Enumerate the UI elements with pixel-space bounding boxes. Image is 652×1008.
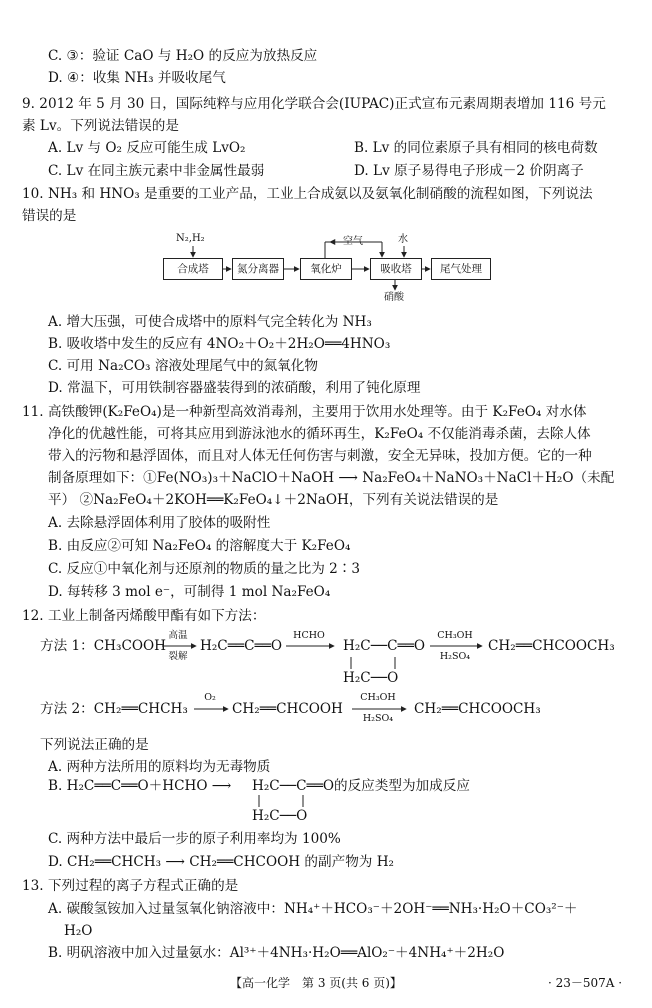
q12-m1-product: CH₂══CHCOOCH₃: [488, 638, 615, 654]
q12-option-b-ring-top: H₂C──C══O: [252, 778, 334, 794]
q9-option-b: B. Lv 的同位素原子具有相同的核电荷数: [354, 140, 598, 156]
q9-option-a: A. Lv 与 O₂ 反应可能生成 LvO₂: [48, 140, 246, 156]
q12-option-a: A. 两种方法所用的原料均为无毒物质: [48, 759, 271, 775]
q13-option-a-line1: A. 碳酸氢铵加入过量氢氧化钠溶液中：NH₄⁺＋HCO₃⁻＋2OH⁻══NH₃·H₂O＋CO₃²⁻＋: [48, 901, 578, 917]
q8-option-c: C. ③：验证 CaO 与 H₂O 的反应为放热反应: [48, 48, 318, 64]
q12-m1-ring-bottom: H₂C──O: [343, 670, 399, 686]
q12-m2-product: CH₂══CHCOOCH₃: [414, 701, 541, 717]
q13-option-a-line2: H₂O: [64, 923, 93, 939]
q9-stem-line1: 9. 2012 年 5 月 30 日，国际纯粹与应用化学联合会(IUPAC)正式宣布元素周期表增加 116 号元: [22, 96, 606, 112]
q10-stem-line2: 错误的是: [22, 208, 77, 224]
q11-stem-line4: 制备原理如下：①Fe(NO₃)₃＋NaClO＋NaOH ⟶ Na₂FeO₄＋NaNO₃＋NaCl＋H₂O（未配: [48, 470, 615, 486]
flow-box-tail-gas: 尾气处理: [431, 258, 491, 280]
q12-m1-ketene: H₂C══C══O: [200, 638, 282, 654]
page-footer-code: · 23－507A ·: [548, 976, 623, 990]
q11-stem-line1: 11. 高铁酸钾(K₂FeO₄)是一种新型高效消毒剂，主要用于饮用水处理等。由于 K₂FeO₄ 对水体: [22, 404, 587, 420]
q13-stem: 13. 下列过程的离子方程式正确的是: [22, 878, 239, 894]
q12-question: 下列说法正确的是: [40, 737, 149, 753]
q12-option-b-prefix: B. H₂C══C══O＋HCHO ⟶: [48, 778, 232, 794]
flow-box-oxidizer: 氧化炉: [300, 258, 352, 280]
q11-option-c: C. 反应①中氧化剂与还原剂的物质的量之比为 2∶3: [48, 561, 361, 577]
q12-option-c: C. 两种方法中最后一步的原子利用率均为 100%: [48, 831, 341, 847]
q12-stem: 12. 工业上制备丙烯酸甲酯有如下方法：: [22, 608, 266, 624]
q12-m1-cond1-top: 高温: [168, 630, 188, 641]
q12-option-d: D. CH₂══CHCH₃ ⟶ CH₂══CHCOOH 的副产物为 H₂: [48, 854, 395, 870]
q12-m1-cond3-bottom: H₂SO₄: [439, 651, 471, 662]
q12-m1-cond3-top: CH₃OH: [437, 630, 473, 641]
q10-option-d: D. 常温下，可用铁制容器盛装得到的浓硝酸，利用了钝化原理: [48, 380, 421, 396]
q12-option-b-ring-bottom: H₂C──O: [252, 808, 308, 824]
flow-air-label: 空气: [343, 236, 363, 247]
q12-m2-acrylic-acid: CH₂══CHCOOH: [232, 701, 343, 717]
q11-stem-line3: 带入的污物和悬浮固体，而且对人体无任何伤害与刺激，安全无异味，投加方便。它的一种: [48, 448, 592, 464]
q12-m1-cond2-top: HCHO: [293, 630, 325, 641]
q11-option-b: B. 由反应②可知 Na₂FeO₄ 的溶解度大于 K₂FeO₄: [48, 538, 351, 554]
flow-input-label: N₂,H₂: [176, 233, 205, 244]
q11-stem-line5: 平） ②Na₂FeO₄＋2KOH══K₂FeO₄↓＋2NaOH，下列有关说法错误的是: [48, 492, 499, 508]
q13-option-b: B. 明矾溶液中加入过量氨水：Al³⁺＋4NH₃·H₂O══AlO₂⁻＋4NH₄⁺＋2H₂O: [48, 945, 505, 961]
flow-box-absorber: 吸收塔: [370, 258, 422, 280]
q10-option-b: B. 吸收塔中发生的反应有 4NO₂＋O₂＋2H₂O══4HNO₃: [48, 336, 391, 352]
q12-m2-cond2-top: CH₃OH: [360, 692, 396, 703]
q11-option-d: D. 每转移 3 mol e⁻，可制得 1 mol Na₂FeO₄: [48, 584, 331, 600]
q12-method1-label: 方法 1：CH₃COOH: [40, 638, 167, 654]
q8-option-d: D. ④：收集 NH₃ 并吸收尾气: [48, 70, 226, 86]
flow-box-separator: 氮分离器: [232, 258, 284, 280]
flow-water-label: 水: [398, 234, 408, 245]
q12-m1-cond1-bottom: 裂解: [168, 651, 188, 662]
flow-box-synthesis: 合成塔: [163, 258, 223, 280]
q10-option-c: C. 可用 Na₂CO₃ 溶液处理尾气中的氮氧化物: [48, 358, 318, 374]
q11-option-a: A. 去除悬浮固体利用了胶体的吸附性: [48, 515, 271, 531]
page-footer-center: 【高一化学 第 3 页(共 6 页)】: [230, 976, 402, 990]
q12-m2-cond2-bottom: H₂SO₄: [362, 713, 394, 724]
q12-m2-cond1-top: O₂: [204, 692, 216, 703]
q9-option-c: C. Lv 在同主族元素中非金属性最弱: [48, 163, 265, 179]
q10-option-a: A. 增大压强，可使合成塔中的原料气完全转化为 NH₃: [48, 314, 372, 330]
q9-option-d: D. Lv 原子易得电子形成－2 价阴离子: [354, 163, 584, 179]
q11-stem-line2: 净化的优越性能，可将其应用到游泳池水的循环再生，K₂FeO₄ 不仅能消毒杀菌，去除人体: [48, 426, 591, 442]
flow-acid-label: 硝酸: [384, 292, 404, 303]
q12-option-b-suffix: 的反应类型为加成反应: [334, 778, 470, 794]
q9-stem-line2: 素 Lv。下列说法错误的是: [22, 118, 179, 134]
q12-method2-label: 方法 2：CH₂══CHCH₃: [40, 701, 188, 717]
q10-stem-line1: 10. NH₃ 和 HNO₃ 是重要的工业产品，工业上合成氨以及氨氧化制硝酸的流程如图，下列说法: [22, 186, 593, 202]
q12-m1-ring-top: H₂C──C══O: [343, 638, 425, 654]
